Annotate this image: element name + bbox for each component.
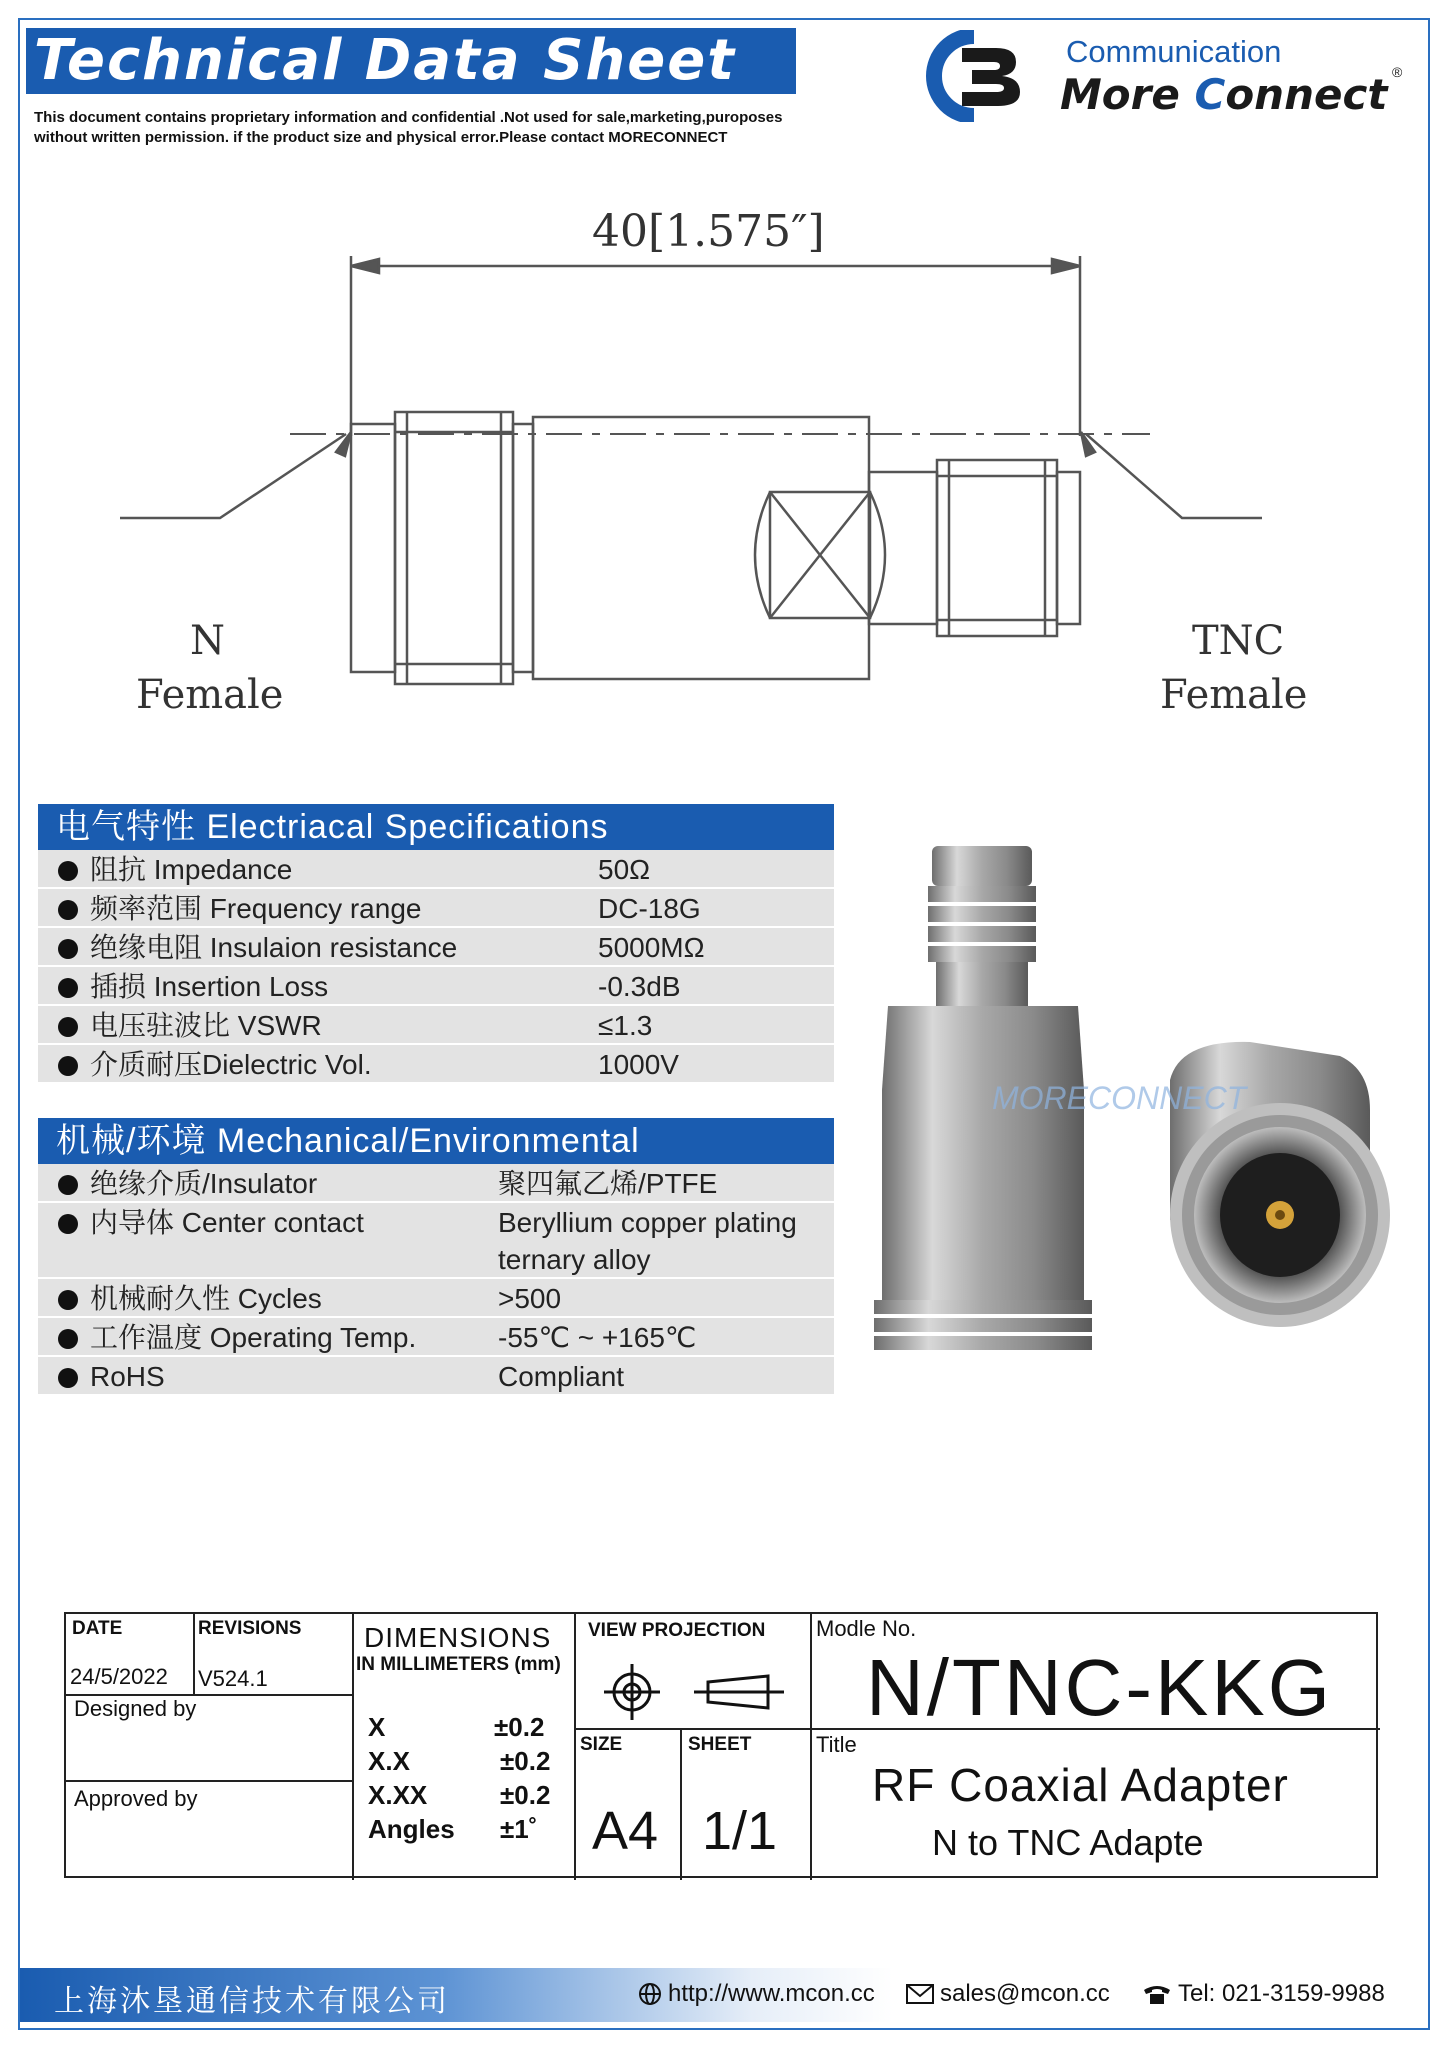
spec-row [38,1164,834,1203]
email-text: sales@mcon.cc [940,1980,1110,2007]
units-label: IN MILLIMETERS (mm) [356,1654,561,1675]
size-value: A4 [592,1801,659,1861]
bullet-icon [58,1329,78,1349]
phone-text: Tel: 021-3159-9988 [1178,1980,1385,2007]
spec-value: DC-18G [598,893,701,924]
bullet-icon [58,1175,78,1195]
right-connector-label: TNC [1192,618,1285,664]
dimensions-label: DIMENSIONS [364,1622,552,1653]
spec-row [38,1203,834,1279]
company-name: 上海沐垦通信技术有限公司 [54,1984,450,2019]
approved-by-label: Approved by [74,1786,198,1811]
model-number: N/TNC-KKG [866,1643,1333,1732]
bullet-icon [58,1056,78,1076]
revision-value: V524.1 [198,1666,268,1691]
spec-label: 电压驻波比 VSWR [90,1010,322,1041]
spec-row [38,1357,834,1396]
date-value: 24/5/2022 [70,1664,168,1689]
spec-row [38,967,834,1006]
spec-label: 内导体 Center contact [90,1207,364,1238]
spec-row [38,850,834,889]
spec-value: ≤1.3 [598,1010,653,1041]
registered-mark: ® [1392,64,1403,80]
spec-value: Compliant [498,1361,625,1392]
email-link[interactable] [906,1980,1110,2008]
spec-value-line-2: ternary alloy [498,1244,651,1275]
sheet-value: 1/1 [702,1801,778,1861]
spec-label: 工作温度 Operating Temp. [90,1322,417,1353]
website-text: http://www.mcon.cc [668,1980,875,2007]
tolerance-key: X [368,1712,386,1742]
company-logo [922,30,1034,122]
mechanical-heading: 机械/环境 Mechanical/Environmental [38,1118,834,1164]
spec-label: RoHS [90,1361,165,1392]
spec-label: 机械耐久性 Cycles [90,1283,322,1314]
tolerance-key: Angles [368,1814,455,1844]
brand-name-rest: onnect [1225,70,1388,119]
brand-name [1060,70,1387,119]
left-connector-label: N [190,618,225,664]
technical-drawing [120,196,1320,756]
confidentiality-note [34,108,834,148]
right-connector-gender: Female [1160,672,1308,718]
spec-label: 绝缘电阻 Insulaion resistance [90,932,458,963]
title-label: Title [816,1732,857,1757]
globe-icon [638,1982,662,2006]
spec-value: -0.3dB [598,971,681,1002]
spec-value: 1000V [598,1049,679,1080]
bullet-icon [58,900,78,920]
tolerance-value: ±0.2 [494,1712,545,1742]
model-label: Modle No. [816,1616,917,1641]
electrical-specifications [38,804,834,1084]
tolerance-value: ±0.2 [500,1780,551,1810]
brand-tagline: Communication [1066,34,1282,69]
left-connector-gender: Female [136,672,284,718]
tolerance-value: ±0.2 [500,1746,551,1776]
mail-icon [906,1983,934,2005]
drawing-title-block [64,1612,1378,1878]
bullet-icon [58,1017,78,1037]
brand-name-more: More [1060,70,1195,119]
mechanical-specifications [38,1118,834,1396]
bullet-icon [58,1214,78,1234]
spec-row [38,1045,834,1084]
tolerance-key: X.X [368,1746,410,1776]
spec-value: 50Ω [598,854,651,885]
tolerance-key: X.XX [368,1780,428,1810]
telephone-icon [1142,1982,1172,2006]
document-title: Technical Data Sheet [26,28,796,94]
footer-bar [20,1968,1428,2022]
phone-number [1142,1980,1385,2008]
spec-value: -55℃ ~ +165℃ [498,1322,697,1353]
spec-value: Beryllium copper plating [498,1207,797,1238]
photo-watermark: MORECONNECT [992,1080,1247,1116]
size-label: SIZE [580,1734,623,1755]
product-title: RF Coaxial Adapter [872,1759,1289,1811]
spec-label: 阻抗 Impedance [90,854,293,885]
website-link[interactable] [638,1980,875,2008]
bullet-icon [58,978,78,998]
spec-row [38,928,834,967]
third-angle-projection-icon [598,1662,798,1722]
spec-label: 绝缘介质/Insulator [90,1168,318,1199]
spec-value: 5000MΩ [598,932,705,963]
spec-row [38,1279,834,1318]
brand-name-c: C [1194,70,1226,119]
spec-label: 频率范围 Frequency range [90,893,422,924]
date-label: DATE [72,1618,123,1639]
bullet-icon [58,1290,78,1310]
bullet-icon [58,861,78,881]
electrical-heading: 电气特性 Electriacal Specifications [38,804,834,850]
spec-row [38,889,834,928]
spec-value: 聚四氟乙烯/PTFE [498,1168,718,1199]
spec-value: >500 [498,1283,562,1314]
revisions-label: REVISIONS [198,1618,302,1639]
overall-length-dimension: 40[1.575″] [592,206,825,257]
spec-row [38,1006,834,1045]
view-projection-label: VIEW PROJECTION [588,1620,766,1641]
bullet-icon [58,1368,78,1388]
spec-label: 介质耐压Dielectric Vol. [90,1049,372,1080]
note-line-1: This document contains proprietary information and confidential .Not used for sale,marketing,puroposes [34,109,783,126]
note-line-2: without written permission. if the product size and physical error.Please contact MORECONNECT [34,129,728,146]
product-subtitle: N to TNC Adapte [932,1822,1204,1863]
tolerance-value: ±1˚ [500,1814,538,1844]
spec-row [38,1318,834,1357]
sheet-label: SHEET [688,1734,752,1755]
designed-by-label: Designed by [74,1696,197,1721]
spec-label: 插损 Insertion Loss [90,971,329,1002]
bullet-icon [58,939,78,959]
